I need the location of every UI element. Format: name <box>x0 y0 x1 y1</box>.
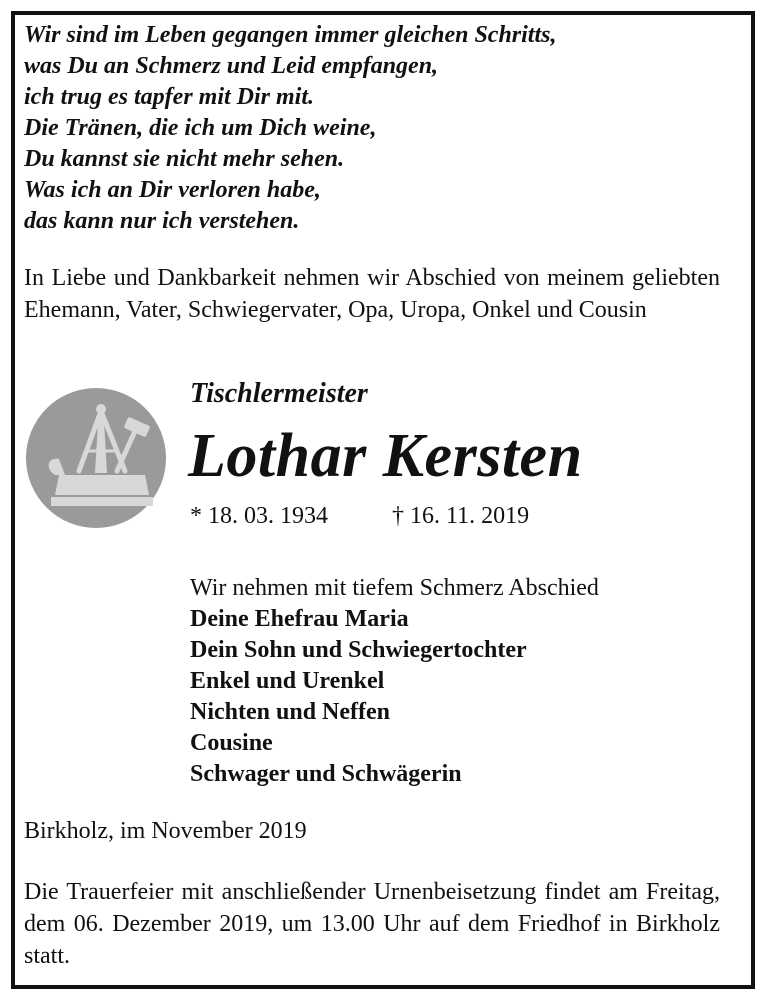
mourners-list <box>190 573 599 790</box>
poem-line: ich trug es tapfer mit Dir mit. <box>24 84 315 110</box>
mourner-entry: Enkel und Urenkel <box>190 668 385 694</box>
poem-line: Wir sind im Leben gegangen immer gleichen Schritts, <box>24 22 557 48</box>
poem-line: Was ich an Dir verloren habe, <box>24 177 321 203</box>
life-dates <box>190 500 529 532</box>
place-date: Birkholz, im November 2019 <box>24 818 307 844</box>
mourner-entry: Cousine <box>190 730 273 756</box>
mourners-lead: Wir nehmen mit tiefem Schmerz Abschied <box>190 575 599 601</box>
deceased-name: Lothar Kersten <box>188 422 583 490</box>
plane-body <box>55 475 149 495</box>
mourner-entry: Schwager und Schwägerin <box>190 761 462 787</box>
carpenter-tools-icon <box>25 387 167 529</box>
poem-line: das kann nur ich verstehen. <box>24 208 300 234</box>
compass-hinge <box>96 404 106 414</box>
mourner-entry: Deine Ehefrau Maria <box>190 606 409 632</box>
mourner-entry: Dein Sohn und Schwiegertochter <box>190 637 527 663</box>
poem-line: was Du an Schmerz und Leid empfangen, <box>24 53 439 79</box>
birth-date: * 18. 03. 1934 <box>190 503 328 529</box>
profession: Tischlermeister <box>190 378 368 409</box>
mourner-entry: Nichten und Neffen <box>190 699 391 725</box>
intro-text: In Liebe und Dankbarkeit nehmen wir Abschied von meinem geliebten Ehemann, Vater, Schwiegervater, Opa, Uropa, Onkel und Cousin <box>24 265 720 323</box>
poem-line: Die Tränen, die ich um Dich weine, <box>24 115 377 141</box>
poem-line: Du kannst sie nicht mehr sehen. <box>24 146 345 172</box>
funeral-notice: Die Trauerfeier mit anschließender Urnenbeisetzung findet am Freitag, dem 06. Dezember 2019, um 13.00 Uhr auf dem Friedhof in Birkholz statt. <box>24 879 720 969</box>
death-date: † 16. 11. 2019 <box>392 503 530 529</box>
plane-base <box>51 497 153 506</box>
poem <box>24 20 556 237</box>
